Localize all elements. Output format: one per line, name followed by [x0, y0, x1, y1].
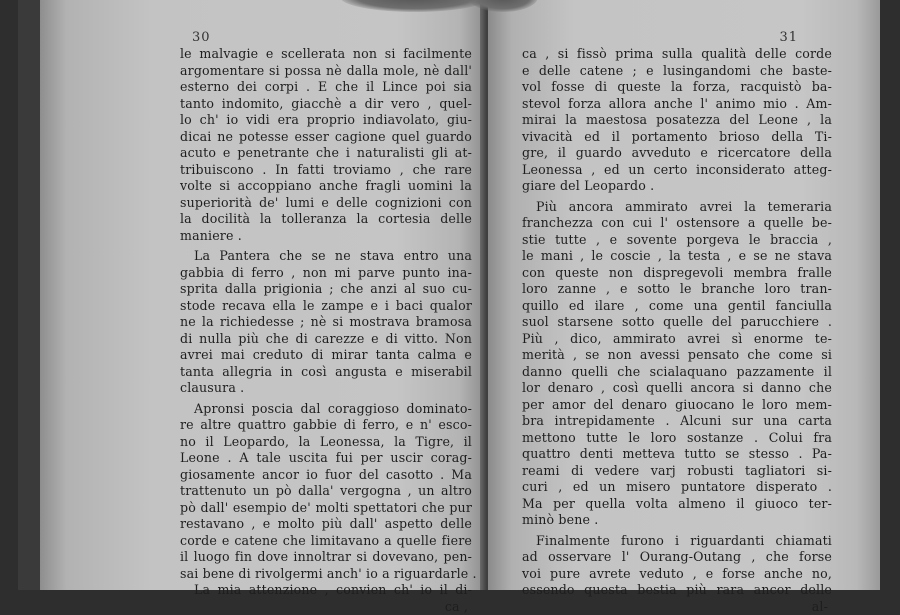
left-page-text-line: lo ch' io vidi era proprio indiavolato, giu-	[180, 112, 472, 129]
left-page-text-line: trattenuto un pò dalla' vergogna , un altro	[180, 483, 472, 500]
left-page-text	[180, 46, 472, 615]
left-page-text-line: superiorità de' lumi e delle cognizioni con	[180, 195, 472, 212]
left-page-text-line: La Pantera che se ne stava entro una	[180, 248, 472, 265]
left-page-text-line: clausura .	[180, 380, 472, 397]
left-page-text-line: volte si accoppiano anche fragli uomini la	[180, 178, 472, 195]
right-page-text-line: voi pure avrete veduto , e forse anche no,	[522, 566, 832, 583]
right-page-text-line: Finalmente furono i riguardanti chiamati	[522, 533, 832, 550]
left-page-text-line: ne la richiedesse ; nè si mostrava bramosa	[180, 314, 472, 331]
left-page-text-line: dicai ne potesse esser cagione quel guardo	[180, 129, 472, 146]
open-book	[18, 0, 880, 590]
left-page-text-line: tribuiscono . In fatti troviamo , che rare	[180, 162, 472, 179]
left-page-text-line: le malvagie e scellerata non si facilmente	[180, 46, 472, 63]
page-stain	[340, 0, 490, 12]
right-page-text-line: vol fosse di queste la forza, racquistò ba-	[522, 79, 832, 96]
left-page	[40, 0, 486, 590]
right-page-text-line: e delle catene ; e lusingandomi che baste-	[522, 63, 832, 80]
left-page-text-line: acuto e penetrante che i naturalisti gli at-	[180, 145, 472, 162]
right-page-text-line: al-	[522, 599, 832, 615]
right-page-text-line: mettono tutte le loro sostanze . Colui fra	[522, 430, 832, 447]
left-page-text-line: sai bene di rivolgermi anch' io a riguardarle .	[180, 566, 472, 583]
right-page-text-line: stevol forza allora anche l' animo mio . Am-	[522, 96, 832, 113]
right-page-text-line: mirai la maestosa posatezza del Leone , la	[522, 112, 832, 129]
right-page-text-line: suol starsene sotto quelle del parucchiere .	[522, 314, 832, 331]
right-page-number: 31	[779, 30, 798, 45]
left-page-text-line: ca ,	[180, 599, 472, 615]
right-page-text-line: reami di vedere varj robusti tagliatori si-	[522, 463, 832, 480]
right-page-text-line: stie tutte , e sovente porgeva le braccia ,	[522, 232, 832, 249]
right-page-text-line: curi , ed un misero puntatore disperato .	[522, 479, 832, 496]
right-page-text-line: ad osservare l' Ourang-Outang , che forse	[522, 549, 832, 566]
left-page-text-line: la docilità la tolleranza la cortesia delle	[180, 211, 472, 228]
left-page-text-line: re altre quattro gabbie di ferro, e n' esco-	[180, 417, 472, 434]
right-page-text-line: le mani , le coscie , la testa , e se ne stava	[522, 248, 832, 265]
right-page-text-line: per amor del denaro giuocano le loro mem-	[522, 397, 832, 414]
right-page-text-line: ca , si fissò prima sulla qualità delle corde	[522, 46, 832, 63]
left-page-text-line: maniere .	[180, 228, 472, 245]
right-page-text-line: quillo ed ilare , come una gentil fanciulla	[522, 298, 832, 315]
left-page-text-line: tanta allegria in così angusta e miserabil	[180, 364, 472, 381]
right-page-text-line: bra intrepidamente . Alcuni sur una carta	[522, 413, 832, 430]
right-page-text-line: giare del Leopardo .	[522, 178, 832, 195]
left-page-text-line: avrei mai creduto di mirar tanta calma e	[180, 347, 472, 364]
left-page-text-line: restavano , e molto più dall' aspetto delle	[180, 516, 472, 533]
left-page-text-line: giosamente ancor io fuor del casotto . Ma	[180, 467, 472, 484]
right-page-text	[522, 46, 832, 615]
left-page-text-line: il luogo fin dove innoltrar si dovevano, pen-	[180, 549, 472, 566]
right-page-text-line: lor denaro , così quelli ancora si danno che	[522, 380, 832, 397]
right-page-text-line: essendo questa bestia più rara ancor delle	[522, 582, 832, 599]
right-page-text-line: Più , dico, ammirato avrei sì enorme te-	[522, 331, 832, 348]
left-page-text-line: no il Leopardo, la Leonessa, la Tigre, il	[180, 434, 472, 451]
left-page-number: 30	[192, 30, 211, 45]
right-page-text-line: merità , se non avessi pensato che come si	[522, 347, 832, 364]
right-page-text-line: loro zanne , e sotto le branche loro tran-	[522, 281, 832, 298]
right-page-text-line: danno quelli che scialaquano pazzamente il	[522, 364, 832, 381]
left-page-text-line: Leone . A tale uscita fui per uscir corag-	[180, 450, 472, 467]
left-page-text-line: stode recava ella le zampe e i baci qualor	[180, 298, 472, 315]
left-page-text-line: argomentare si possa nè dalla mole, nè dall'	[180, 63, 472, 80]
right-page-text-line: Più ancora ammirato avrei la temeraria	[522, 199, 832, 216]
left-page-text-line: sprita dalla prigionia ; che anzi al suo cu-	[180, 281, 472, 298]
right-page-text-line: gre, il guardo avveduto e ricercatore della	[522, 145, 832, 162]
left-page-text-line: tanto indomito, giacchè a dir vero , quel-	[180, 96, 472, 113]
right-page	[488, 0, 880, 590]
left-page-text-line: pò dall' esempio de' molti spettatori che pur	[180, 500, 472, 517]
right-page-text-line: quattro denti metteva tutto se stesso . Pa-	[522, 446, 832, 463]
left-page-text-line: corde e catene che limitavano a quelle fiere	[180, 533, 472, 550]
right-page-text-line: franchezza con cui l' ostensore a quelle be-	[522, 215, 832, 232]
left-page-text-line: gabbia di ferro , non mi parve punto ina-	[180, 265, 472, 282]
right-page-text-line: Leonessa , ed un certo inconsiderato atteg-	[522, 162, 832, 179]
left-page-text-line: La mia attenzione , convien ch' io il di-	[180, 582, 472, 599]
left-page-text-line: di nulla più che di carezze e di vitto. Non	[180, 331, 472, 348]
right-page-text-line: Ma per quella volta almeno il giuoco ter-	[522, 496, 832, 513]
right-page-text-line: vivacità ed il portamento brioso della Ti-	[522, 129, 832, 146]
right-page-text-line: con queste non dispregevoli membra fralle	[522, 265, 832, 282]
left-page-text-line: esterno dei corpi . E che il Lince poi sia	[180, 79, 472, 96]
right-page-text-line: minò bene .	[522, 512, 832, 529]
left-page-text-line: Apronsi poscia dal coraggioso dominato-	[180, 401, 472, 418]
